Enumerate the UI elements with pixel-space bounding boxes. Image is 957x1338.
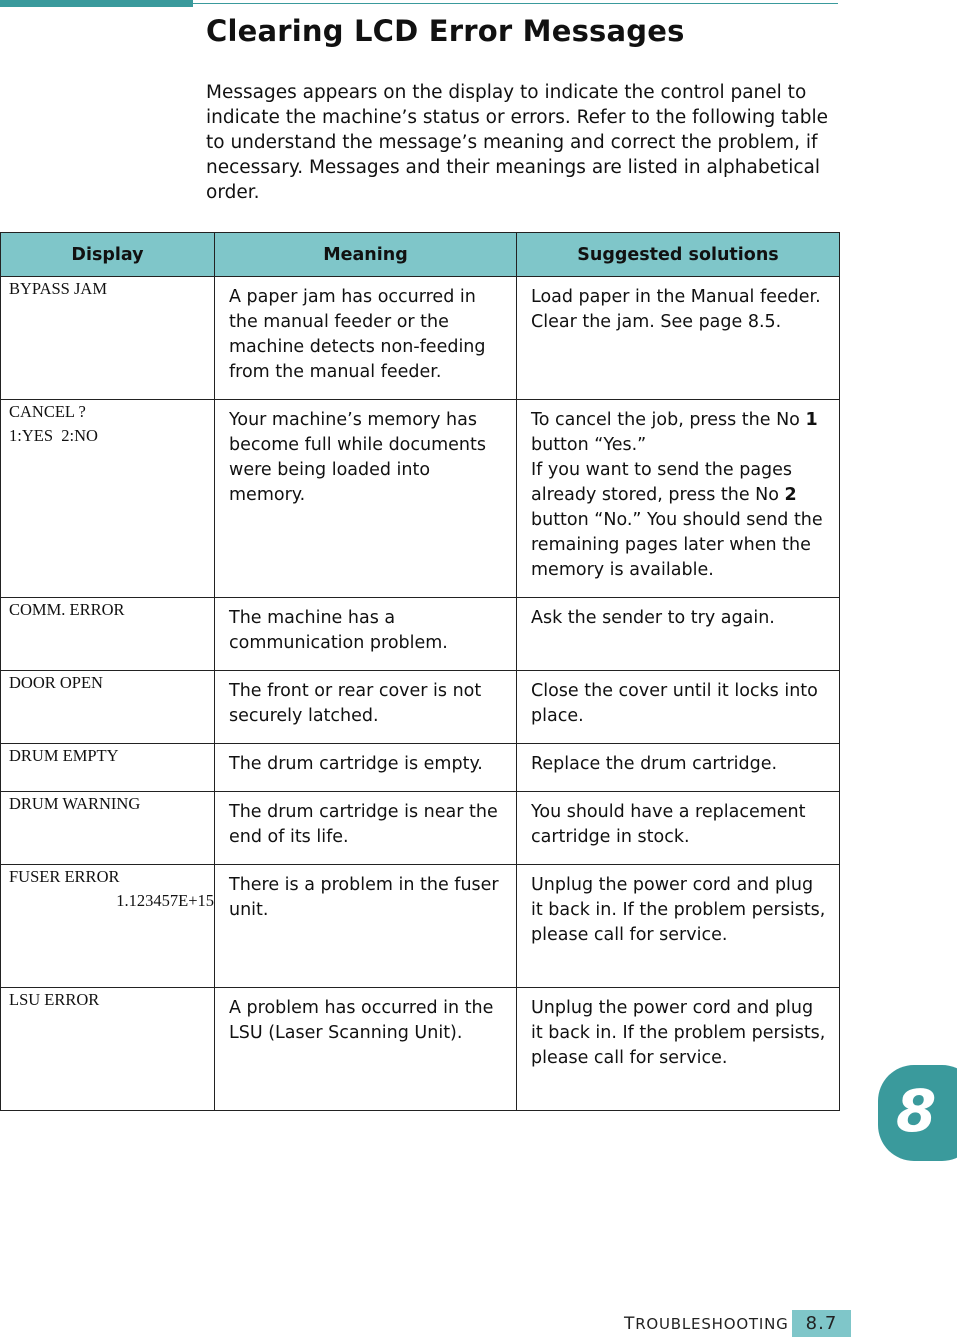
page-title: Clearing LCD Error Messages xyxy=(206,14,685,48)
table-row xyxy=(1,792,840,865)
table-row xyxy=(1,988,840,1111)
meaning-cell: The machine has a communication problem. xyxy=(215,598,517,671)
display-code: DRUM EMPTY xyxy=(9,746,119,765)
table-row xyxy=(1,744,840,792)
display-cell xyxy=(1,671,215,744)
error-messages-table xyxy=(0,232,840,1111)
solution-cell xyxy=(517,277,840,400)
table-row xyxy=(1,671,840,744)
display-code: DRUM WARNING xyxy=(9,794,141,813)
display-cell xyxy=(1,277,215,400)
meaning-cell: A paper jam has occurred in the manual feeder or the machine detects non-feeding from the manual feeder. xyxy=(215,277,517,400)
display-code: BYPASS JAM xyxy=(9,279,107,298)
display-code: LSU ERROR xyxy=(9,990,100,1009)
display-code: 1:YES 2:NO xyxy=(9,426,98,445)
solution-cell: Unplug the power cord and plug it back in. If the problem persists, please call for service. xyxy=(517,865,840,988)
solution-text: To cancel the job, press the No 1 button “Yes.” If you want to send the pages already stored, press the No 2 button “No.” You should send the remaining pages later when the memory is available. xyxy=(531,410,823,580)
meaning-cell: A problem has occurred in the LSU (Laser Scanning Unit). xyxy=(215,988,517,1111)
meaning-cell: The front or rear cover is not securely latched. xyxy=(215,671,517,744)
solution-cell: Ask the sender to try again. xyxy=(517,598,840,671)
footer-section-label xyxy=(624,1314,789,1334)
header-rule xyxy=(193,3,838,4)
page-number: 8.7 xyxy=(792,1310,851,1337)
solution-cell: Close the cover until it locks into place. xyxy=(517,671,840,744)
chapter-tab xyxy=(878,1065,957,1161)
column-header-display: Display xyxy=(1,233,215,277)
solution-cell: Unplug the power cord and plug it back in. If the problem persists, please call for service. xyxy=(517,988,840,1111)
intro-paragraph: Messages appears on the display to indicate the control panel to indicate the machine’s status or errors. Refer to the following table to understand the message’s meaning and correct the problem, if necessary. Messages and their meanings are listed in alphabetical order. xyxy=(206,82,829,203)
display-code: CANCEL ? xyxy=(9,402,86,421)
header-accent-bar xyxy=(0,0,193,7)
display-code: COMM. ERROR xyxy=(9,600,125,619)
column-header-solutions: Suggested solutions xyxy=(517,233,840,277)
display-code: FUSER ERROR xyxy=(9,867,120,886)
table-row xyxy=(1,598,840,671)
table-row xyxy=(1,865,840,988)
meaning-cell: The drum cartridge is near the end of its life. xyxy=(215,792,517,865)
table-row xyxy=(1,277,840,400)
solution-cell xyxy=(517,400,840,598)
display-cell xyxy=(1,865,215,988)
display-cell xyxy=(1,744,215,792)
display-cell xyxy=(1,400,215,598)
solution-cell: You should have a replacement cartridge in stock. xyxy=(517,792,840,865)
display-cell xyxy=(1,988,215,1111)
display-cell xyxy=(1,792,215,865)
table-row xyxy=(1,400,840,598)
meaning-cell: The drum cartridge is empty. xyxy=(215,744,517,792)
solution-text: Load paper in the Manual feeder. Clear the jam. See page 8.5. xyxy=(531,287,821,332)
footer-section-initial: T xyxy=(624,1314,636,1334)
column-header-meaning: Meaning xyxy=(215,233,517,277)
solution-cell: Replace the drum cartridge. xyxy=(517,744,840,792)
table-header-row xyxy=(1,233,840,277)
meaning-cell: There is a problem in the fuser unit. xyxy=(215,865,517,988)
display-cell xyxy=(1,598,215,671)
footer-section-rest: ROUBLESHOOTING xyxy=(635,1315,789,1333)
display-code: DOOR OPEN xyxy=(9,673,103,692)
meaning-cell: Your machine’s memory has become full while documents were being loaded into memory. xyxy=(215,400,517,598)
chapter-number: 8 xyxy=(896,1077,937,1145)
display-code-value: 1.123457E+15 xyxy=(116,891,214,910)
